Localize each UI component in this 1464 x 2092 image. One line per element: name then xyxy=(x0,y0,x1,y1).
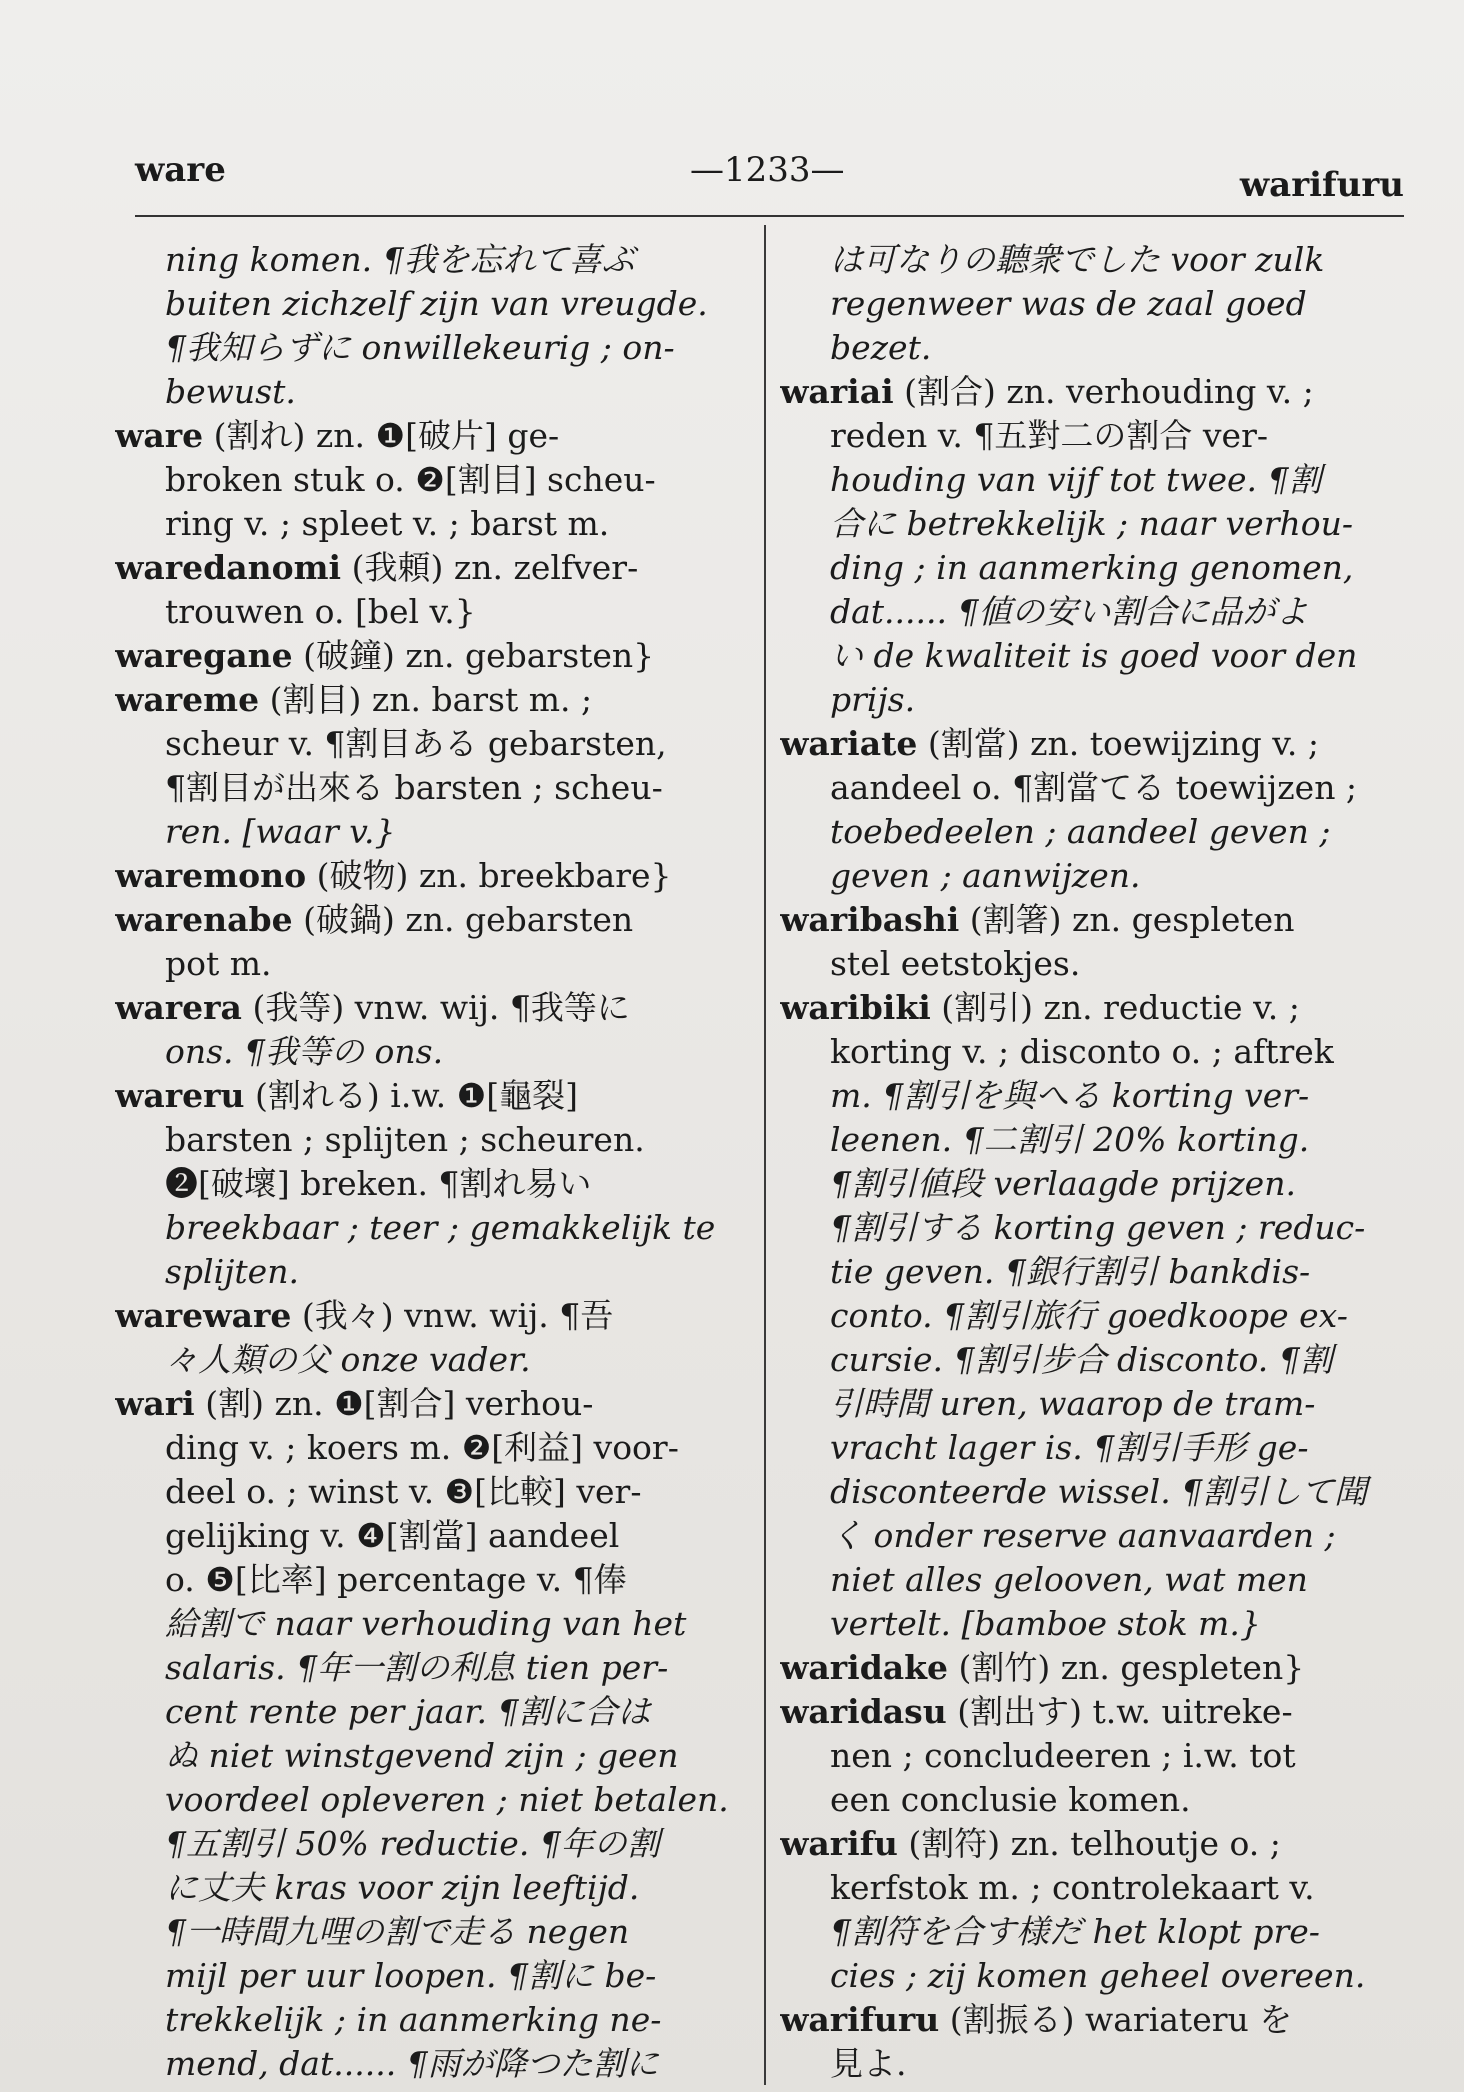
dictionary-entry-line xyxy=(115,1294,735,1338)
dictionary-text-line xyxy=(115,1778,735,1822)
dictionary-entry-line xyxy=(115,678,735,722)
dictionary-text-line xyxy=(115,1910,735,1954)
line-text: houding van vijf tot twee. ¶割 xyxy=(830,460,1322,499)
dictionary-text-line xyxy=(780,1954,1410,1998)
line-text: ren. [waar v.} xyxy=(165,812,396,851)
entry-definition: (割れ) zn. ❶[破片] ge- xyxy=(203,416,560,455)
line-text: ¶割符を合す様だ het klopt pre- xyxy=(830,1912,1320,1951)
line-text xyxy=(115,900,633,939)
line-text: geven ; aanwijzen. xyxy=(830,856,1141,895)
header-guide-word-left: ware xyxy=(135,150,226,190)
line-text xyxy=(115,636,654,675)
dictionary-text-line xyxy=(780,590,1410,634)
right-column xyxy=(780,238,1410,2086)
line-text: trouwen o. [bel v.} xyxy=(165,592,476,631)
dictionary-text-line xyxy=(780,678,1410,722)
line-text: buiten zichzelf zijn van vreugde. xyxy=(165,284,708,323)
headword: warenabe xyxy=(115,900,293,939)
dictionary-text-line xyxy=(115,1338,735,1382)
dictionary-entry-line xyxy=(780,898,1410,942)
dictionary-text-line xyxy=(115,766,735,810)
headword: wareru xyxy=(115,1076,245,1115)
line-text xyxy=(780,1824,1281,1863)
line-text: splijten. xyxy=(165,1252,299,1291)
dictionary-text-line xyxy=(780,282,1410,326)
dictionary-text-line xyxy=(115,1646,735,1690)
dictionary-text-line xyxy=(115,722,735,766)
line-text: 引時間 uren, waarop de tram- xyxy=(830,1384,1316,1423)
line-text xyxy=(115,856,672,895)
line-text: ¶五割引 50% reductie. ¶年の割 xyxy=(165,1824,660,1863)
line-text: 給割で naar verhouding van het xyxy=(165,1604,687,1643)
line-text: は可なりの聽衆でした voor zulk xyxy=(830,240,1325,279)
dictionary-text-line xyxy=(115,1514,735,1558)
line-text: ons. ¶我等の ons. xyxy=(165,1032,444,1071)
dictionary-entry-line xyxy=(115,986,735,1030)
line-text: vertelt. [bamboe stok m.} xyxy=(830,1604,1261,1643)
dictionary-text-line xyxy=(115,1734,735,1778)
headword: waregane xyxy=(115,636,293,675)
dictionary-text-line xyxy=(115,1822,735,1866)
headword: wariate xyxy=(780,724,918,763)
line-text: に丈夫 kras voor zijn leeftijd. xyxy=(165,1868,640,1907)
dictionary-entry-line xyxy=(115,546,735,590)
line-text xyxy=(780,1692,1293,1731)
dictionary-text-line xyxy=(780,1206,1410,1250)
line-text: 合に betrekkelijk ; naar verhou- xyxy=(830,504,1354,543)
column-divider xyxy=(764,225,766,2085)
dictionary-text-line xyxy=(115,590,735,634)
dictionary-entry-line xyxy=(780,1690,1410,1734)
line-text: reden v. ¶五對二の割合 ver- xyxy=(830,416,1268,455)
dictionary-text-line xyxy=(780,1074,1410,1118)
header-rule xyxy=(135,215,1404,217)
dictionary-text-line xyxy=(115,502,735,546)
dictionary-text-line xyxy=(780,458,1410,502)
headword: waribiki xyxy=(780,988,931,1027)
dictionary-text-line xyxy=(115,1250,735,1294)
line-text: ding ; in aanmerking genomen, xyxy=(830,548,1354,587)
entry-definition: (割振る) wariateru を xyxy=(939,2000,1293,2039)
dictionary-text-line xyxy=(780,854,1410,898)
entry-definition: (割竹) zn. gespleten} xyxy=(948,1648,1305,1687)
entry-definition: (割合) zn. verhouding v. ; xyxy=(893,372,1314,411)
headword: wareme xyxy=(115,680,260,719)
line-text: ぬ niet winstgevend zijn ; geen xyxy=(165,1736,679,1775)
line-text: vracht lager is. ¶割引手形 ge- xyxy=(830,1428,1309,1467)
line-text xyxy=(115,1076,578,1115)
dictionary-text-line xyxy=(780,1778,1410,1822)
line-text: bezet. xyxy=(830,328,932,367)
line-text: い de kwaliteit is goed voor den xyxy=(830,636,1358,675)
dictionary-entry-line xyxy=(115,634,735,678)
line-text: mijl per uur loopen. ¶割に be- xyxy=(165,1956,657,1995)
dictionary-text-line xyxy=(780,326,1410,370)
header-guide-word-right: warifuru xyxy=(1239,165,1404,205)
dictionary-text-line xyxy=(780,546,1410,590)
entry-definition: (割目) zn. barst m. ; xyxy=(259,680,593,719)
line-text xyxy=(780,1648,1304,1687)
entry-definition: (割當) zn. toewijzing v. ; xyxy=(917,724,1320,763)
dictionary-text-line xyxy=(115,326,735,370)
line-text: く onder reserve aanvaarden ; xyxy=(830,1516,1336,1555)
line-text: korting v. ; disconto o. ; aftrek xyxy=(830,1032,1334,1071)
dictionary-text-line xyxy=(780,810,1410,854)
line-text: disconteerde wissel. ¶割引して聞 xyxy=(830,1472,1368,1511)
dictionary-text-line xyxy=(780,1558,1410,1602)
page-number: —1233— xyxy=(690,150,845,190)
dictionary-text-line xyxy=(115,1690,735,1734)
line-text: nen ; concludeeren ; i.w. tot xyxy=(830,1736,1296,1775)
line-text: ¶一時間九哩の割で走る negen xyxy=(165,1912,630,1951)
headword: waridake xyxy=(780,1648,949,1687)
dictionary-text-line xyxy=(115,810,735,854)
dictionary-text-line xyxy=(780,1602,1410,1646)
line-text: breekbaar ; teer ; gemakkelijk te xyxy=(165,1208,716,1247)
dictionary-text-line xyxy=(780,1426,1410,1470)
dictionary-text-line xyxy=(115,282,735,326)
dictionary-text-line xyxy=(780,1030,1410,1074)
line-text: deel o. ; winst v. ❸[比較] ver- xyxy=(165,1472,642,1511)
dictionary-text-line xyxy=(115,238,735,282)
line-text: prijs. xyxy=(830,680,916,719)
dictionary-entry-line xyxy=(780,1998,1410,2042)
dictionary-text-line xyxy=(115,1558,735,1602)
line-text: cies ; zij komen geheel overeen. xyxy=(830,1956,1366,1995)
entry-definition: (割引) zn. reductie v. ; xyxy=(930,988,1300,1027)
dictionary-text-line xyxy=(115,458,735,502)
headword: wariai xyxy=(780,372,894,411)
line-text: broken stuk o. ❷[割目] scheu- xyxy=(165,460,656,499)
line-text: ring v. ; spleet v. ; barst m. xyxy=(165,504,610,543)
entry-definition: (破鐘) zn. gebarsten} xyxy=(292,636,655,675)
line-text: kerfstok m. ; controlekaart v. xyxy=(830,1868,1315,1907)
entry-definition: (割れる) i.w. ❶[龜裂] xyxy=(244,1076,578,1115)
headword: warifu xyxy=(780,1824,898,1863)
headword: ware xyxy=(115,416,204,455)
entry-definition: (割箸) zn. gespleten xyxy=(959,900,1295,939)
headword: waremono xyxy=(115,856,307,895)
headword: wari xyxy=(115,1384,195,1423)
dictionary-entry-line xyxy=(780,722,1410,766)
line-text xyxy=(115,1296,613,1335)
line-text: 見よ. xyxy=(830,2044,907,2083)
dictionary-text-line xyxy=(115,1866,735,1910)
line-text: toebedeelen ; aandeel geven ; xyxy=(830,812,1331,851)
dictionary-text-line xyxy=(780,2042,1410,2086)
line-text: aandeel o. ¶割當てる toewijzen ; xyxy=(830,768,1358,807)
line-text: scheur v. ¶割目ある gebarsten, xyxy=(165,724,667,763)
line-text: regenweer was de zaal goed xyxy=(830,284,1307,323)
line-text xyxy=(115,680,592,719)
dictionary-text-line xyxy=(780,238,1410,282)
dictionary-text-line xyxy=(115,1162,735,1206)
line-text: ❷[破壞] breken. ¶割れ易い xyxy=(165,1164,592,1203)
headword: warifuru xyxy=(780,2000,940,2039)
dictionary-text-line xyxy=(115,2042,735,2086)
line-text: mend, dat...... ¶雨が降つた割に xyxy=(165,2044,659,2083)
entry-definition: (割) zn. ❶[割合] verhou- xyxy=(194,1384,594,1423)
line-text: ning komen. ¶我を忘れて喜ぶ xyxy=(165,240,635,279)
dictionary-text-line xyxy=(780,502,1410,546)
line-text xyxy=(780,900,1294,939)
line-text: barsten ; splijten ; scheuren. xyxy=(165,1120,645,1159)
dictionary-text-line xyxy=(115,1206,735,1250)
dictionary-text-line xyxy=(780,1162,1410,1206)
dictionary-text-line xyxy=(115,1470,735,1514)
headword: waredanomi xyxy=(115,548,342,587)
entry-definition: (我々) vnw. wij. ¶吾 xyxy=(291,1296,614,1335)
entry-definition: (破鍋) zn. gebarsten xyxy=(292,900,634,939)
dictionary-entry-line xyxy=(115,898,735,942)
dictionary-text-line xyxy=(780,1382,1410,1426)
line-text xyxy=(780,724,1319,763)
dictionary-text-line xyxy=(780,1910,1410,1954)
dictionary-text-line xyxy=(115,1118,735,1162)
line-text: ¶割引値段 verlaagde prijzen. xyxy=(830,1164,1296,1203)
headword: waridasu xyxy=(780,1692,947,1731)
line-text: tie geven. ¶銀行割引 bankdis- xyxy=(830,1252,1311,1291)
dictionary-text-line xyxy=(780,1294,1410,1338)
line-text: stel eetstokjes. xyxy=(830,944,1081,983)
dictionary-entry-line xyxy=(115,1074,735,1118)
entry-definition: (我等) vnw. wij. ¶我等に xyxy=(241,988,630,1027)
entry-definition: (割符) zn. telhoutje o. ; xyxy=(897,1824,1281,1863)
dictionary-text-line xyxy=(780,1338,1410,1382)
line-text xyxy=(780,2000,1292,2039)
dictionary-text-line xyxy=(780,634,1410,678)
dictionary-text-line xyxy=(780,1250,1410,1294)
dictionary-text-line xyxy=(780,1470,1410,1514)
line-text: ding v. ; koers m. ❷[利益] voor- xyxy=(165,1428,679,1467)
dictionary-text-line xyxy=(780,1118,1410,1162)
dictionary-entry-line xyxy=(115,1382,735,1426)
line-text: 々人類の父 onze vader. xyxy=(165,1340,531,1379)
line-text: conto. ¶割引旅行 goedkoope ex- xyxy=(830,1296,1348,1335)
line-text: ¶割引する korting geven ; reduc- xyxy=(830,1208,1366,1247)
line-text: cursie. ¶割引步合 disconto. ¶割 xyxy=(830,1340,1333,1379)
line-text: cent rente per jaar. ¶割に合は xyxy=(165,1692,651,1731)
line-text xyxy=(780,988,1300,1027)
dictionary-text-line xyxy=(115,1426,735,1470)
entry-definition: (割出す) t.w. uitreke- xyxy=(946,1692,1293,1731)
dictionary-entry-line xyxy=(780,370,1410,414)
entry-definition: (我頼) zn. zelfver- xyxy=(341,548,639,587)
dictionary-entry-line xyxy=(780,986,1410,1030)
dictionary-entry-line xyxy=(780,1646,1410,1690)
line-text xyxy=(115,988,630,1027)
headword: waribashi xyxy=(780,900,960,939)
line-text: een conclusie komen. xyxy=(830,1780,1191,1819)
line-text: gelijking v. ❹[割當] aandeel xyxy=(165,1516,620,1555)
line-text: dat...... ¶値の安い割合に品がよ xyxy=(830,592,1309,631)
dictionary-text-line xyxy=(780,414,1410,458)
dictionary-entry-line xyxy=(115,854,735,898)
line-text: niet alles gelooven, wat men xyxy=(830,1560,1308,1599)
dictionary-text-line xyxy=(115,1030,735,1074)
line-text: pot m. xyxy=(165,944,272,983)
line-text xyxy=(115,1384,593,1423)
dictionary-text-line xyxy=(780,1866,1410,1910)
dictionary-text-line xyxy=(780,1734,1410,1778)
dictionary-entry-line xyxy=(115,414,735,458)
dictionary-text-line xyxy=(780,766,1410,810)
dictionary-text-line xyxy=(780,942,1410,986)
dictionary-text-line xyxy=(115,942,735,986)
line-text xyxy=(115,548,638,587)
headword: warera xyxy=(115,988,242,1027)
line-text: ¶割目が出來る barsten ; scheu- xyxy=(165,768,663,807)
line-text: bewust. xyxy=(165,372,296,411)
dictionary-text-line xyxy=(115,370,735,414)
dictionary-text-line xyxy=(115,1998,735,2042)
line-text xyxy=(115,416,559,455)
line-text: salaris. ¶年一割の利息 tien per- xyxy=(165,1648,669,1687)
entry-definition: (破物) zn. breekbare} xyxy=(306,856,672,895)
dictionary-text-line xyxy=(780,1514,1410,1558)
line-text: leenen. ¶二割引 20% korting. xyxy=(830,1120,1310,1159)
left-column xyxy=(115,238,735,2086)
line-text: ¶我知らずに onwillekeurig ; on- xyxy=(165,328,675,367)
dictionary-text-line xyxy=(115,1954,735,1998)
dictionary-text-line xyxy=(115,1602,735,1646)
headword: wareware xyxy=(115,1296,292,1335)
line-text xyxy=(780,372,1314,411)
line-text: m. ¶割引を與へる korting ver- xyxy=(830,1076,1310,1115)
dictionary-entry-line xyxy=(780,1822,1410,1866)
line-text: o. ❺[比率] percentage v. ¶俸 xyxy=(165,1560,627,1599)
line-text: trekkelijk ; in aanmerking ne- xyxy=(165,2000,662,2039)
line-text: voordeel opleveren ; niet betalen. xyxy=(165,1780,729,1819)
